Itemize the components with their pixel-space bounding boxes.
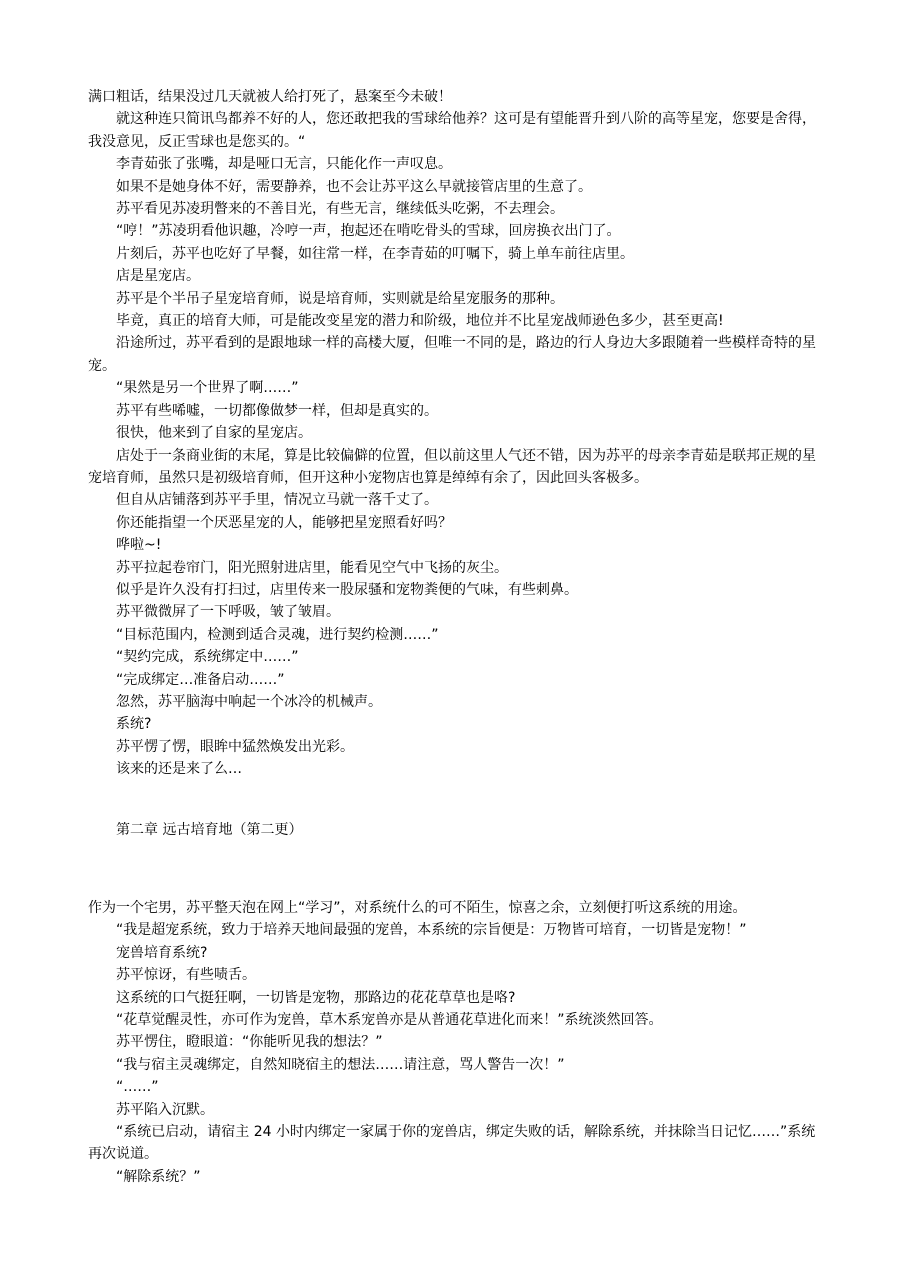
paragraph: “系统已启动，请宿主 24 小时内绑定一家属于你的宠兽店，绑定失败的话，解除系统，并抹除当日记忆……”系统再次说道。 bbox=[88, 1124, 816, 1163]
paragraph: 毕竟，真正的培育大师，可是能改变星宠的潜力和阶级，地位并不比星宠战师逊色多少，甚至更高! bbox=[116, 313, 724, 330]
paragraph: “果然是另一个世界了啊……” bbox=[116, 380, 299, 397]
text-section-2 bbox=[88, 897, 824, 1188]
paragraph: 该来的还是来了么… bbox=[116, 761, 242, 778]
paragraph: 苏平愣了愣，眼眸中猛然焕发出光彩。 bbox=[116, 738, 354, 755]
paragraph: 似乎是许久没有打扫过，店里传来一股尿骚和宠物粪便的气味，有些刺鼻。 bbox=[116, 581, 578, 598]
paragraph: 苏平是个半吊子星宠培育师，说是培育师，实则就是给星宠服务的那种。 bbox=[116, 290, 564, 307]
paragraph: 苏平愣住，瞪眼道：“你能听见我的想法？” bbox=[116, 1034, 383, 1051]
paragraph: 店处于一条商业街的末尾，算是比较偏僻的位置，但以前这里人气还不错，因为苏平的母亲李青茹是联邦正规的星宠培育师，虽然只是初级培育师，但开这种小宠物店也算是绰绰有余了，因此回头客极多。 bbox=[88, 447, 816, 486]
paragraph: 很快，他来到了自家的星宠店。 bbox=[116, 425, 312, 442]
chapter-heading: 第二章 远古培育地（第二更） bbox=[116, 821, 303, 838]
paragraph: 苏平拉起卷帘门，阳光照射进店里，能看见空气中飞扬的灰尘。 bbox=[116, 559, 508, 576]
paragraph: 沿途所过，苏平看到的是跟地球一样的高楼大厦，但唯一不同的是，路边的行人身边大多跟随着一些模样奇特的星宠。 bbox=[88, 335, 816, 374]
paragraph: 苏平惊讶，有些啧舌。 bbox=[116, 967, 256, 984]
document-body bbox=[88, 86, 824, 1188]
paragraph: 苏平陷入沉默。 bbox=[116, 1101, 214, 1118]
paragraph: 片刻后，苏平也吃好了早餐，如往常一样，在李青茹的叮嘱下，骑上单车前往店里。 bbox=[116, 245, 634, 262]
paragraph: 作为一个宅男，苏平整天泡在网上“学习”，对系统什么的可不陌生，惊喜之余，立刻便打听这系统的用途。 bbox=[88, 900, 747, 916]
paragraph: “花草觉醒灵性，亦可作为宠兽，草木系宠兽亦是从普通花草进化而来！”系统淡然回答。 bbox=[116, 1012, 663, 1029]
paragraph: 如果不是她身体不好，需要静养，也不会让苏平这么早就接管店里的生意了。 bbox=[116, 178, 592, 195]
paragraph: “契约完成，系统绑定中……” bbox=[116, 649, 299, 666]
paragraph: “解除系统？” bbox=[116, 1168, 201, 1185]
paragraph: 哗啦~! bbox=[116, 537, 162, 554]
paragraph: “我与宿主灵魂绑定，自然知晓宿主的想法……请注意，骂人警告一次！” bbox=[116, 1056, 565, 1073]
paragraph: 你还能指望一个厌恶星宠的人，能够把星宠照看好吗？ bbox=[116, 514, 452, 531]
paragraph: 苏平有些唏嘘，一切都像做梦一样，但却是真实的。 bbox=[116, 402, 438, 419]
paragraph: 就这种连只简讯鸟都养不好的人，您还敢把我的雪球给他养？这可是有望能晋升到八阶的高等星宠，您要是舍得，我没意见，反正雪球也是您买的。“ bbox=[88, 111, 816, 150]
paragraph: 苏平微微屏了一下呼吸，皱了皱眉。 bbox=[116, 604, 340, 621]
paragraph: “……” bbox=[116, 1079, 159, 1096]
text-section-1 bbox=[88, 86, 824, 781]
paragraph: 忽然，苏平脑海中响起一个冰冷的机械声。 bbox=[116, 693, 382, 710]
paragraph: “完成绑定…准备启动……” bbox=[116, 671, 285, 688]
paragraph: “哼！”苏凌玥看他识趣，冷哼一声，抱起还在啃吃骨头的雪球，回房换衣出门了。 bbox=[116, 223, 621, 240]
spacer bbox=[88, 841, 824, 897]
paragraph: 系统? bbox=[116, 716, 152, 733]
paragraph: 但自从店铺落到苏平手里，情况立马就一落千丈了。 bbox=[116, 492, 438, 509]
paragraph: 满口粗话，结果没过几天就被人给打死了，悬案至今未破！ bbox=[88, 89, 452, 105]
paragraph: “我是超宠系统，致力于培养天地间最强的宠兽，本系统的宗旨便是：万物皆可培育，一切皆是宠物！” bbox=[116, 922, 747, 939]
paragraph: “目标范围内，检测到适合灵魂，进行契约检测……” bbox=[116, 626, 439, 643]
spacer bbox=[88, 781, 824, 819]
paragraph: 李青茹张了张嘴，却是哑口无言，只能化作一声叹息。 bbox=[116, 156, 452, 173]
paragraph: 苏平看见苏凌玥瞥来的不善目光，有些无言，继续低头吃粥，不去理会。 bbox=[116, 201, 564, 218]
paragraph: 这系统的口气挺狂啊，一切皆是宠物，那路边的花花草草也是咯? bbox=[116, 989, 516, 1006]
paragraph: 店是星宠店。 bbox=[116, 268, 200, 285]
paragraph: 宠兽培育系统? bbox=[116, 944, 208, 961]
